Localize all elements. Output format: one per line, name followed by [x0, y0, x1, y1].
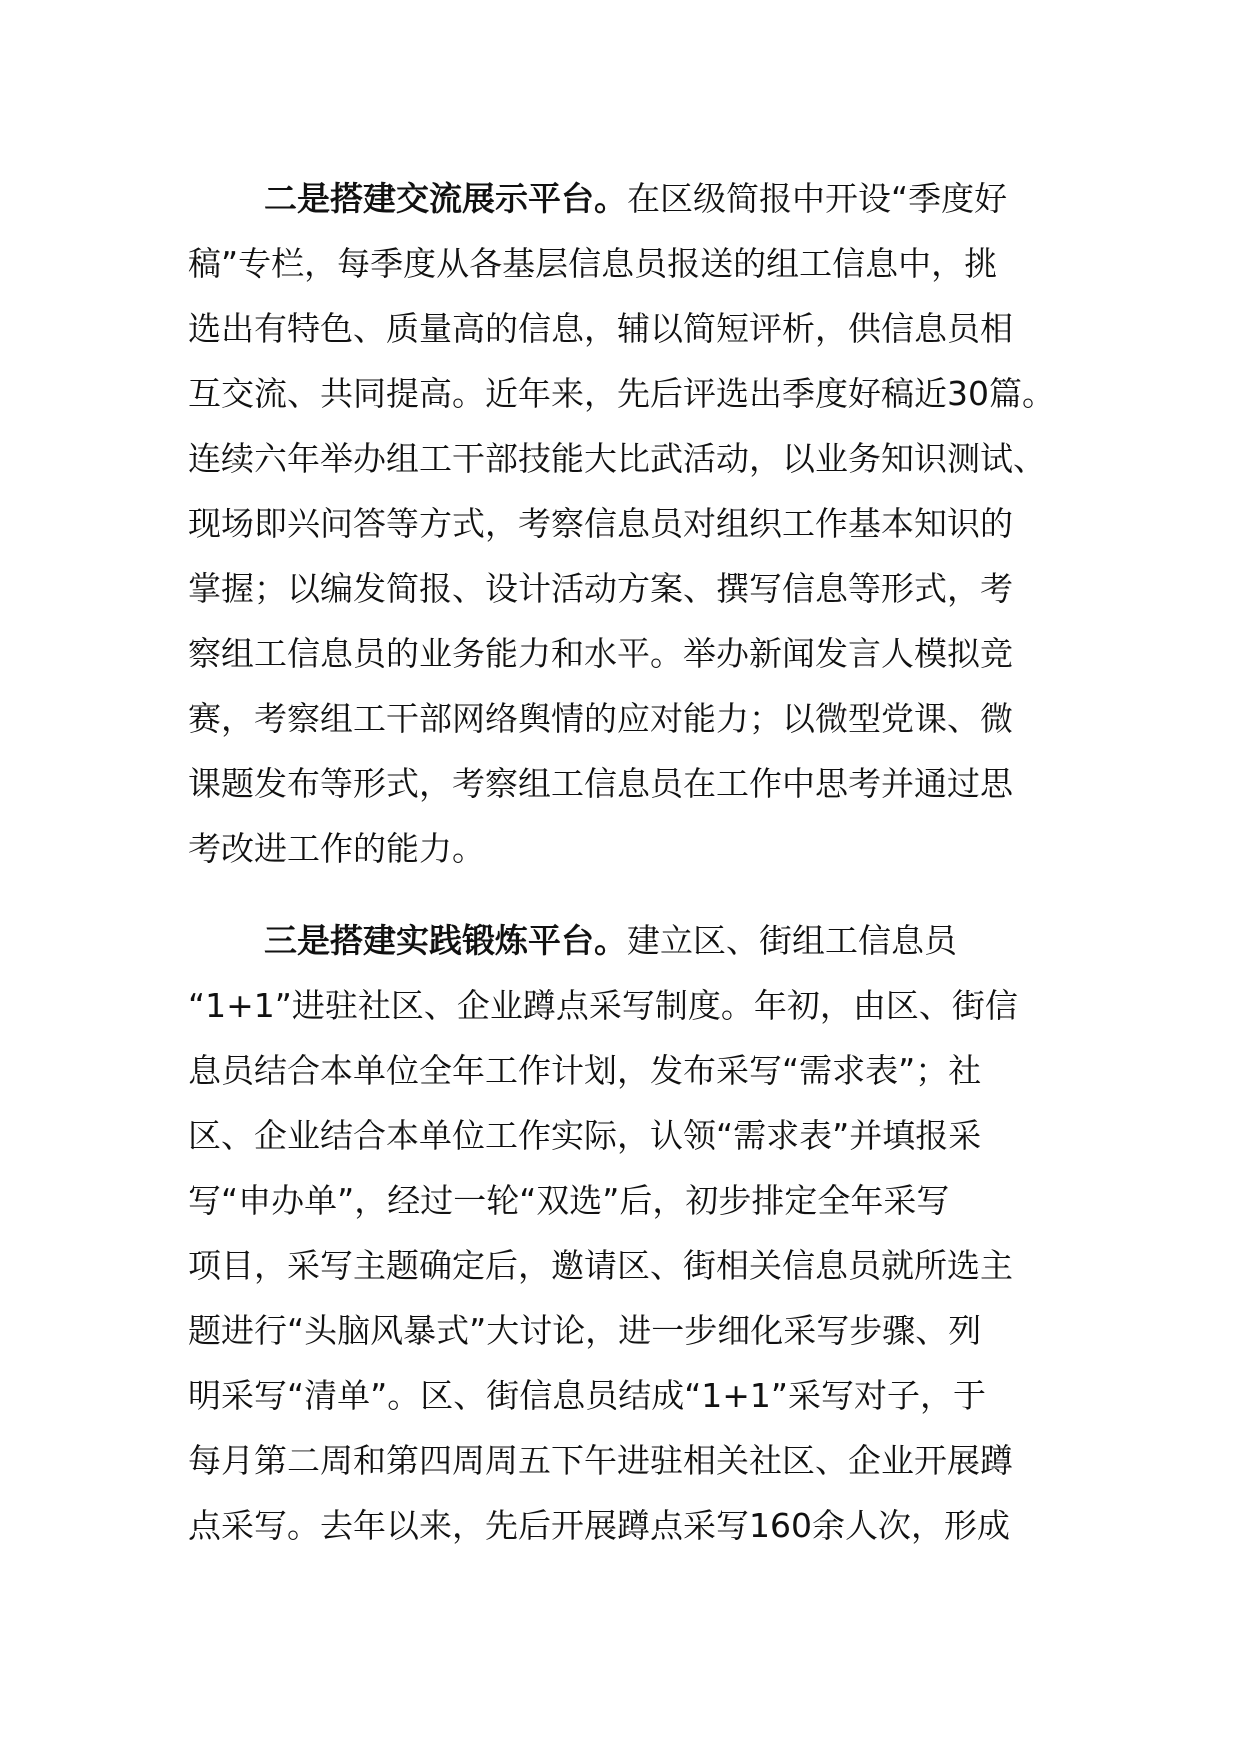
- paragraph-first-line: [188, 166, 1068, 231]
- paragraph-line: 点采写。去年以来，先后开展蹲点采写160余人次，形成: [188, 1506, 1010, 1545]
- paragraph-line: 现场即兴问答等方式，考察信息员对组织工作基本知识的: [188, 504, 1013, 543]
- paragraph-line: 稿”专栏，每季度从各基层信息员报送的组工信息中，挑: [188, 244, 998, 283]
- paragraph-heading: 二是搭建交流展示平台。: [264, 179, 627, 218]
- paragraph-text: 在区级简报中开设“季度好: [627, 179, 1008, 218]
- paragraph-line: 赛，考察组工干部网络舆情的应对能力；以微型党课、微: [188, 699, 1013, 738]
- paragraph-line: 课题发布等形式，考察组工信息员在工作中思考并通过思: [188, 764, 1013, 803]
- paragraph-first-line: [188, 908, 1068, 973]
- paragraph-line: 选出有特色、质量高的信息，辅以简短评析，供信息员相: [188, 309, 1013, 348]
- paragraph-line: 息员结合本单位全年工作计划，发布采写“需求表”；社: [188, 1051, 982, 1090]
- paragraph-text: 建立区、街组工信息员: [627, 921, 957, 960]
- paragraph-line: 察组工信息员的业务能力和水平。举办新闻发言人模拟竞: [188, 634, 1013, 673]
- paragraph-line: “1+1”进驻社区、企业蹲点采写制度。年初，由区、街信: [188, 986, 1018, 1025]
- paragraph-line: 每月第二周和第四周周五下午进驻相关社区、企业开展蹲: [188, 1441, 1013, 1480]
- paragraph-line: 考改进工作的能力。: [188, 829, 485, 868]
- paragraph-practice-platform: [188, 908, 1068, 1558]
- paragraph-exchange-platform: [188, 166, 1068, 881]
- paragraph-line: 连续六年举办组工干部技能大比武活动，以业务知识测试、: [188, 439, 1046, 478]
- paragraph-line: 项目，采写主题确定后，邀请区、街相关信息员就所选主: [188, 1246, 1013, 1285]
- paragraph-line: 写“申办单”，经过一轮“双选”后，初步排定全年采写: [188, 1181, 950, 1220]
- paragraph-line: 互交流、共同提高。近年来，先后评选出季度好稿近30篇。: [188, 374, 1055, 413]
- paragraph-line: 明采写“清单”。区、街信息员结成“1+1”采写对子，于: [188, 1376, 987, 1415]
- paragraph-heading: 三是搭建实践锻炼平台。: [264, 921, 627, 960]
- paragraph-line: 题进行“头脑风暴式”大讨论，进一步细化采写步骤、列: [188, 1311, 982, 1350]
- paragraph-line: 掌握；以编发简报、设计活动方案、撰写信息等形式，考: [188, 569, 1013, 608]
- paragraph-line: 区、企业结合本单位工作实际，认领“需求表”并填报采: [188, 1116, 982, 1155]
